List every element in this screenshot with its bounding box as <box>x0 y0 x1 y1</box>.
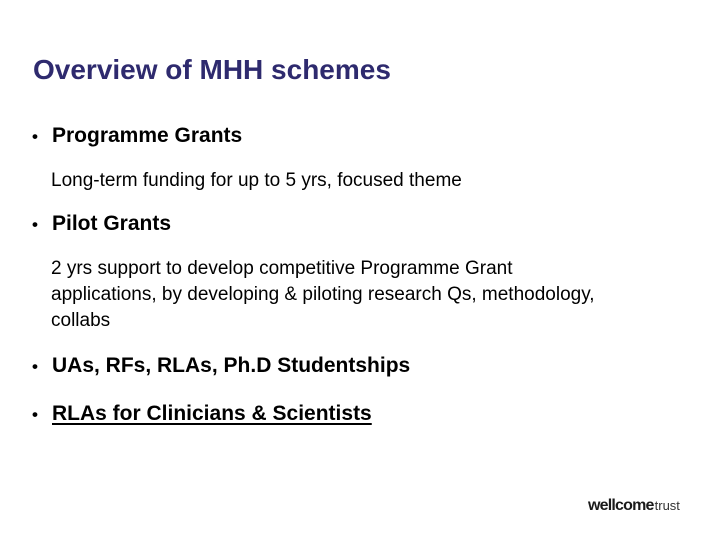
bullet-label: RLAs for Clinicians & Scientists <box>52 402 372 425</box>
wellcome-trust-logo <box>588 497 680 515</box>
bullet-description <box>51 256 595 334</box>
bullet-description <box>51 168 462 194</box>
bullet-studentships <box>32 354 410 378</box>
logo-sub-text: trust <box>654 498 680 513</box>
bullet-pilot-grants <box>32 212 171 236</box>
description-line: applications, by developing & piloting research Qs, methodology, <box>51 284 595 305</box>
description-line: collabs <box>51 310 111 331</box>
bullet-programme-grants <box>32 124 242 148</box>
bullet-dot-icon: • <box>32 127 38 146</box>
bullet-label: UAs, RFs, RLAs, Ph.D Studentships <box>52 354 411 377</box>
bullet-dot-icon: • <box>32 215 38 234</box>
description-line: 2 yrs support to develop competitive Programme Grant <box>51 258 513 279</box>
logo-main-text: wellcome <box>588 497 654 514</box>
bullet-label: Programme Grants <box>52 124 243 147</box>
slide-title: Overview of MHH schemes <box>33 54 391 85</box>
bullet-label: Pilot Grants <box>52 212 172 235</box>
description-line: Long-term funding for up to 5 yrs, focused theme <box>51 170 462 191</box>
bullet-dot-icon: • <box>32 357 38 376</box>
bullet-dot-icon: • <box>32 405 38 424</box>
bullet-rlas-clinicians <box>32 402 372 426</box>
